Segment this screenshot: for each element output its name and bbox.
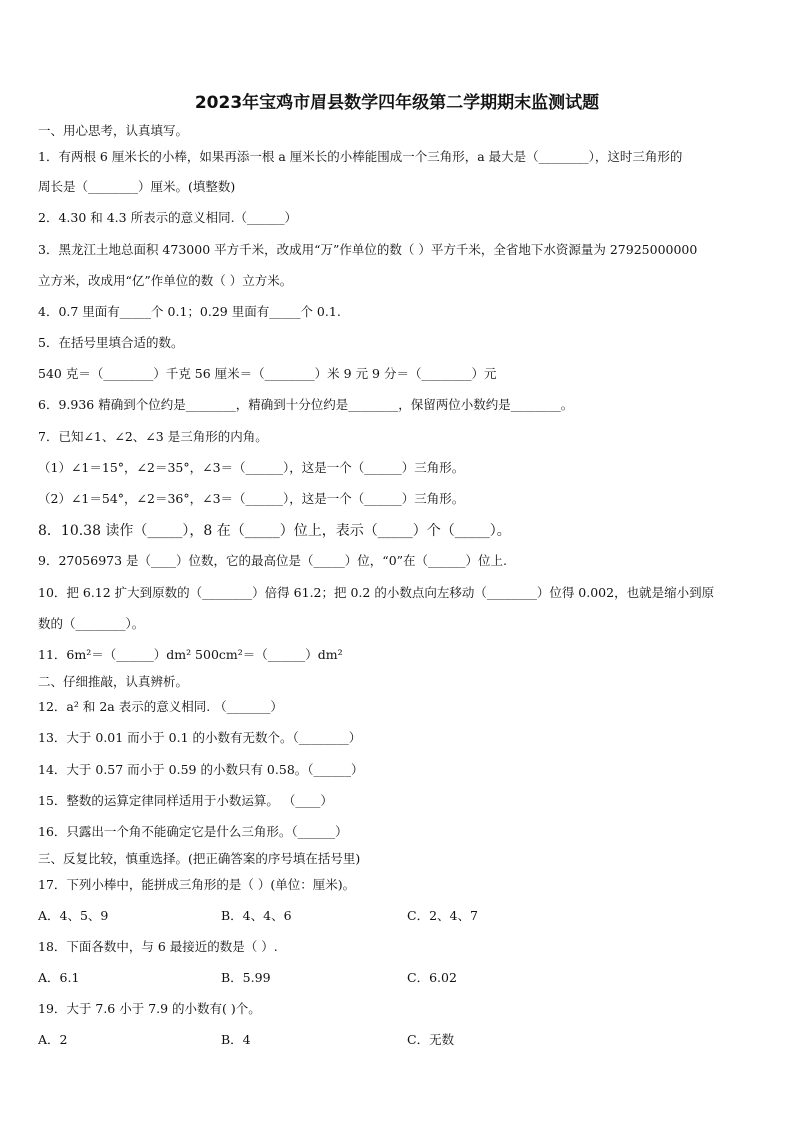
section-heading-2: 二、仔细推敲，认真辨析。 xyxy=(38,674,189,689)
question-1-line-1: 1．有两根 6 厘米长的小棒，如果再添一根 a 厘米长的小棒能围成一个三角形，a 最大是（________），这时三角形的 xyxy=(38,149,683,164)
question-6: 6．9.936 精确到个位约是________，精确到十分位约是________，保留两位小数约是________。 xyxy=(38,397,574,412)
question-18-option-a: A．6.1 xyxy=(38,970,80,985)
question-16: 16．只露出一个角不能确定它是什么三角形。（______） xyxy=(38,824,348,839)
question-2: 2．4.30 和 4.3 所表示的意义相同.（______） xyxy=(38,210,298,225)
question-7-part-1: （1）∠1＝15°，∠2＝35°，∠3＝（______），这是一个（______）三角形。 xyxy=(38,460,465,475)
question-18-option-c: C．6.02 xyxy=(407,970,457,985)
question-3-line-2: 立方米，改成用“亿”作单位的数（ ）立方米。 xyxy=(38,273,293,288)
question-10-line-2: 数的（________）。 xyxy=(38,616,145,631)
question-3-line-1: 3．黑龙江土地总面积 473000 平方千米，改成用“万”作单位的数（ ）平方千米，全省地下水资源量为 27925000000 xyxy=(38,242,698,257)
page-title: 2023年宝鸡市眉县数学四年级第二学期期末监测试题 xyxy=(194,93,600,113)
section-heading-1: 一、用心思考，认真填写。 xyxy=(38,123,189,138)
section-heading-3: 三、反复比较，慎重选择。(把正确答案的序号填在括号里) xyxy=(38,851,361,866)
question-19: 19．大于 7.6 小于 7.9 的小数有( )个。 xyxy=(38,1001,261,1016)
question-17: 17．下列小棒中，能拼成三角形的是（ ）(单位：厘米)。 xyxy=(38,877,356,892)
question-4: 4．0.7 里面有_____个 0.1；0.29 里面有_____个 0.1. xyxy=(38,304,341,319)
question-8: 8．10.38 读作（_____），8 在（_____）位上，表示（_____）个（_____）。 xyxy=(38,523,511,539)
question-5-blanks: 540 克＝（________）千克 56 厘米＝（________）米 9 元 9 分＝（________）元 xyxy=(38,366,497,381)
question-14: 14．大于 0.57 而小于 0.59 的小数只有 0.58。（______） xyxy=(38,762,364,777)
question-17-option-b: B．4、4、6 xyxy=(221,908,292,923)
question-18: 18．下面各数中，与 6 最接近的数是（ ）. xyxy=(38,939,278,954)
question-12: 12．a² 和 2a 表示的意义相同. （_______） xyxy=(38,699,283,714)
question-9: 9．27056973 是（____）位数，它的最高位是（_____）位，“0”在（______）位上. xyxy=(38,553,508,568)
question-11: 11．6m²＝（______）dm² 500cm²＝（______）dm² xyxy=(38,647,343,662)
question-19-option-b: B．4 xyxy=(221,1032,251,1047)
question-18-option-b: B．5.99 xyxy=(221,970,271,985)
question-5: 5．在括号里填合适的数。 xyxy=(38,335,184,350)
question-7-part-2: （2）∠1＝54°，∠2＝36°，∠3＝（______），这是一个（______）三角形。 xyxy=(38,491,465,506)
question-19-option-a: A．2 xyxy=(38,1032,68,1047)
question-15: 15．整数的运算定律同样适用于小数运算。 （____） xyxy=(38,793,333,808)
question-10-line-1: 10．把 6.12 扩大到原数的（________）倍得 61.2；把 0.2 的小数点向左移动（________）位得 0.002，也就是缩小到原 xyxy=(38,585,715,600)
question-7: 7．已知∠1、∠2、∠3 是三角形的内角。 xyxy=(38,429,268,444)
question-17-option-c: C．2、4、7 xyxy=(407,908,478,923)
question-19-option-c: C．无数 xyxy=(407,1032,455,1047)
question-13: 13．大于 0.01 而小于 0.1 的小数有无数个。（________） xyxy=(38,730,362,745)
question-17-option-a: A．4、5、9 xyxy=(38,908,109,923)
question-1-line-2: 周长是（________）厘米。(填整数) xyxy=(38,179,236,194)
